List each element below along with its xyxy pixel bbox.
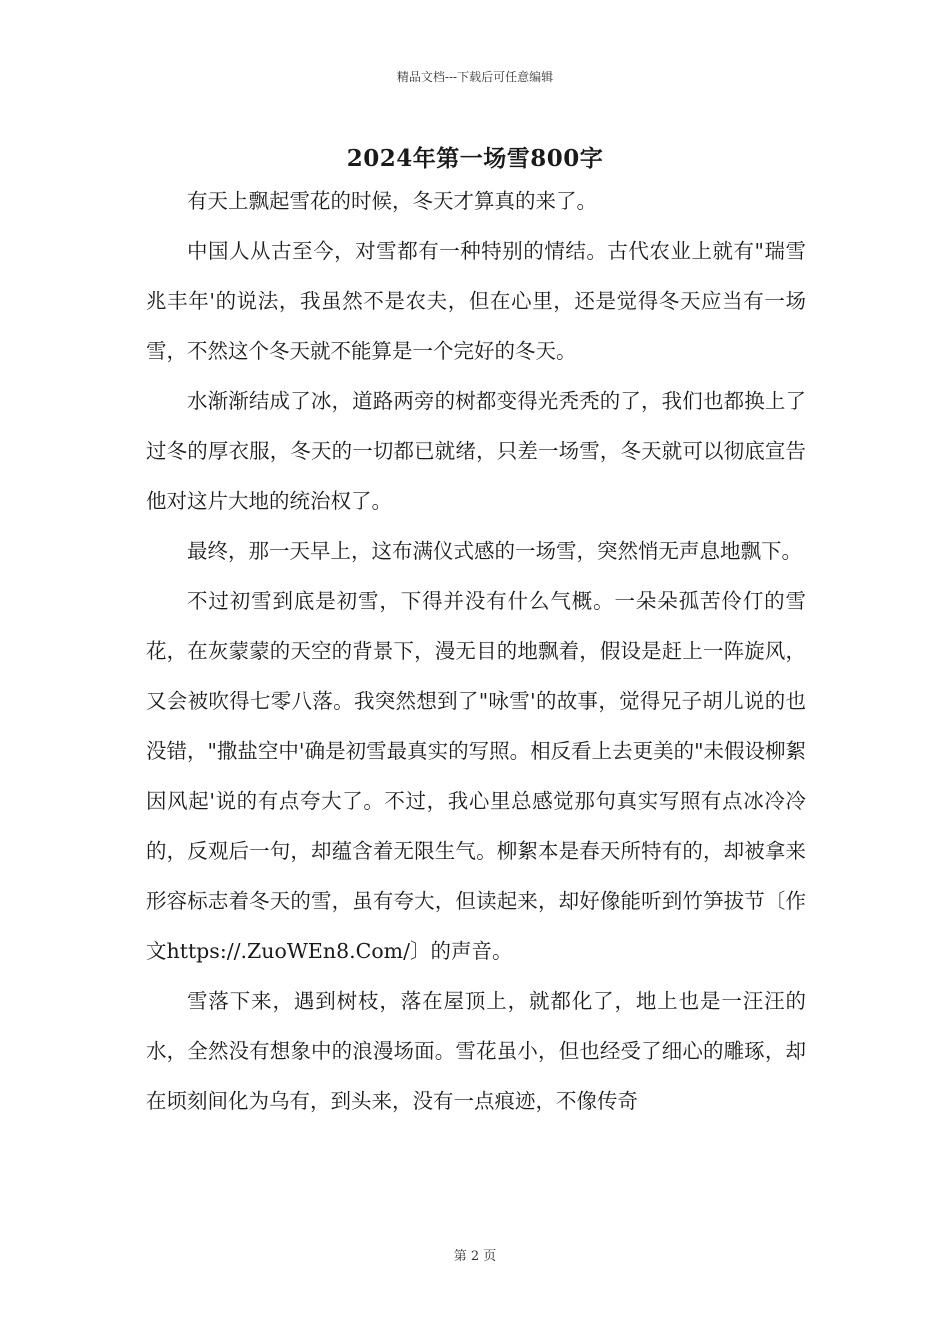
document-body: [146, 176, 806, 1126]
paragraph: 有天上飘起雪花的时候，冬天才算真的来了。: [187, 189, 597, 213]
page-number: 第 2 页: [453, 1249, 497, 1264]
paragraph: 雪落下来，遇到树枝，落在屋顶上，就都化了，地上也是一汪汪的水，全然没有想象中的浪漫场面。雪花虽小，但也经受了细心的雕琢，却在顷刻间化为乌有，到头来，没有一点痕迹，不像传奇: [146, 989, 806, 1113]
paragraph: 中国人从古至今，对雪都有一种特别的情结。古代农业上就有"瑞雪兆丰年'的说法，我虽然不是农夫，但在心里，还是觉得冬天应当有一场雪，不然这个冬天就不能算是一个完好的冬天。: [146, 239, 806, 363]
paragraph: 水渐渐结成了冰，道路两旁的树都变得光秃秃的了，我们也都换上了过冬的厚衣服，冬天的一切都已就绪，只差一场雪，冬天就可以彻底宣告他对这片大地的统治权了。: [146, 389, 806, 513]
paragraph: 最终，那一天早上，这布满仪式感的一场雪，突然悄无声息地飘下。: [187, 539, 802, 563]
paragraph: 不过初雪到底是初雪，下得并没有什么气概。一朵朵孤苦伶仃的雪花，在灰蒙蒙的天空的背景下，漫无目的地飘着，假设是赶上一阵旋风，又会被吹得七零八落。我突然想到了"咏雪'的故事，觉得兄子胡儿说的也没错，"撒盐空中'确是初雪最真实的写照。相反看上去更美的"未假设柳絮因风起'说的有点夸大了。不过，我心里总感觉那句真实写照有点冰冷冷的，反观后一句，却蕴含着无限生气。柳絮本是春天所特有的，却被拿来形容标志着冬天的雪，虽有夸大，但读起来，却好像能听到竹笋拔节〔作文https://.ZuoWEn8.Com/〕的声音。: [146, 589, 806, 963]
document-title: 2024年第一场雪800字: [346, 145, 604, 172]
page-header: 精品文档---下载后可任意编辑: [396, 70, 554, 84]
